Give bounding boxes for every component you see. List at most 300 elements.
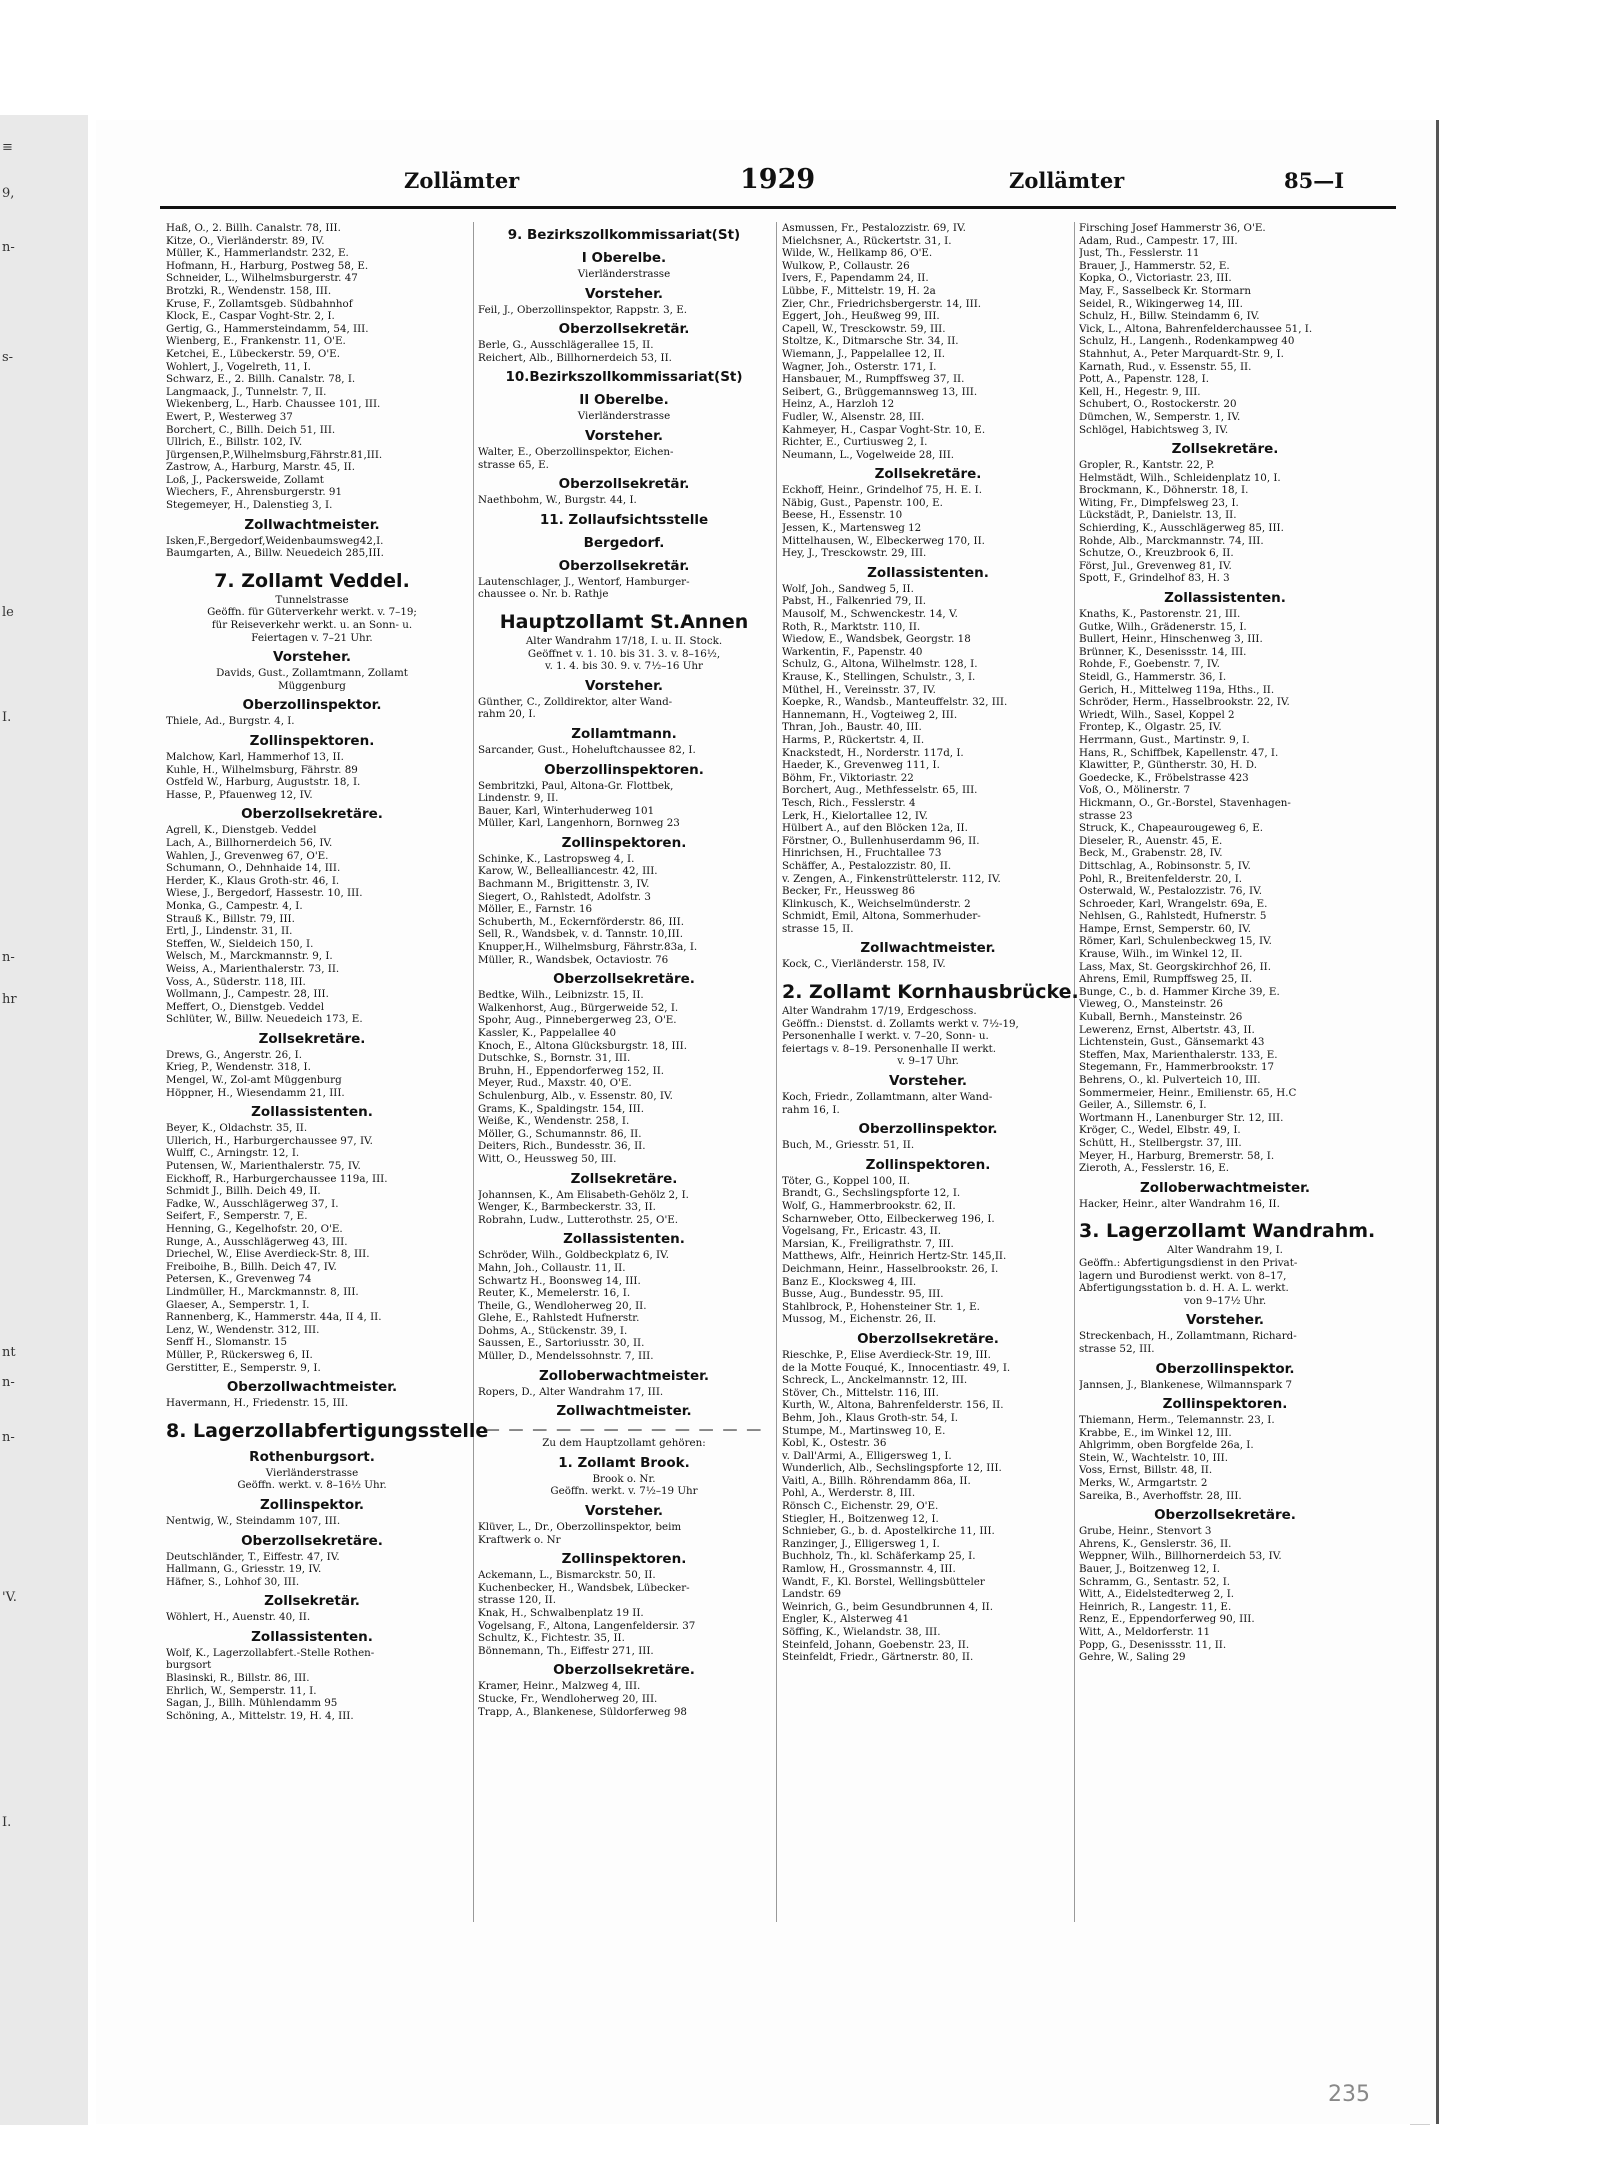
directory-entry: Ullrich, E., Billstr. 102, IV. [166,436,303,449]
section-heading: Zolloberwachtmeister. [538,1367,710,1384]
directory-entry: Schöning, A., Mittelstr. 19, H. 4, III. [166,1709,354,1722]
directory-entry: Bunge, C., b. d. Hammer Kirche 39, E. [1079,985,1280,998]
directory-entry: Bönnemann, Th., Eiffestr 271, III. [478,1644,654,1657]
directory-entry: Schuberth, M., Eckernförderstr. 86, III. [478,915,684,928]
directory-entry: Näbig, Gust., Papenstr. 100, E. [782,496,943,509]
directory-entry: strasse 65, E. [478,458,549,471]
directory-entry: Behrens, O., kl. Pulverteich 10, III. [1079,1074,1261,1086]
section-heading: Oberzollsekretäre. [1154,1507,1296,1524]
section-heading: Zollsekretäre. [258,1030,366,1047]
directory-entry: Lass, Max, St. Georgskirchhof 26, II. [1079,960,1272,973]
directory-entry: Wulff, C., Arningstr. 12, I. [166,1147,300,1160]
directory-entry: Malchow, Karl, Hammerhof 13, II. [166,751,344,763]
section-heading: Oberzollsekretäre. [241,806,383,823]
directory-entry: Ertl, J., Lindenstr. 31, II. [166,925,293,938]
directory-entry: Witt, O., Heussweg 50, III. [478,1152,617,1165]
directory-entry: Scharnweber, Otto, Eilbeckerweg 196, I. [782,1212,995,1225]
directory-entry: Wolf, G., Hammerbrookstr. 62, II. [782,1200,956,1212]
directory-entry: Wiese, J., Bergedorf, Hassestr. 10, III. [166,887,363,900]
directory-entry: feiertags v. 8–19. Personenhalle II werkt. [782,1042,997,1055]
directory-entry: Karnath, Rud., v. Essenstr. 55, II. [1079,360,1252,373]
directory-entry: Mengel, W., Zol-amt Müggenburg [166,1074,342,1087]
directory-entry: Buchholz, Th., kl. Schäferkamp 25, I. [782,1550,976,1563]
directory-entry: Struck, K., Chapeaurougeweg 6, E. [1079,822,1264,835]
directory-entry: Witing, Fr., Dimpfelsweg 23, I. [1079,496,1239,509]
directory-entry: Ehrlich, W., Semperstr. 11, I. [166,1684,317,1697]
directory-entry: Stegemann, Fr., Hammerbrookstr. 17 [1079,1061,1275,1074]
section-heading: I Oberelbe. [581,250,667,266]
section-heading: Zollassistenten. [251,1628,373,1645]
section-heading: Vorsteher. [585,427,663,444]
section-heading: Zollamtmann. [571,725,677,742]
section-heading: Oberzollsekretär. [558,321,690,338]
directory-entry: Först, Jul., Grevenweg 81, IV. [1079,559,1232,572]
section-heading: Zollwachtmeister. [860,940,996,957]
directory-entry: Stiegler, H., Boitzenweg 12, I. [782,1512,939,1525]
office-info-line: Vierländerstrasse [577,268,671,280]
directory-entry: Hinrichsen, H., Fruchtallee 73 [782,847,942,860]
directory-entry: Lückstädt, P., Danielstr. 13, II. [1079,509,1237,522]
directory-entry: Adam, Rud., Campestr. 17, III. [1079,234,1238,247]
header-rule [160,206,1396,209]
directory-entry: Koch, Friedr., Zollamtmann, alter Wand- [782,1091,993,1104]
section-heading: Oberzollsekretäre. [553,971,695,988]
directory-entry: Lenz, W., Wendenstr. 312, III. [166,1323,320,1336]
directory-entry: Jannsen, J., Blankenese, Wilmannspark 7 [1079,1378,1293,1391]
directory-entry: Lewerenz, Ernst, Albertstr. 43, II. [1079,1023,1255,1036]
directory-entry: Kraftwerk o. Nr [478,1533,561,1546]
directory-entry: Schnieber, G., b. d. Apostelkirche 11, III. [782,1525,995,1538]
directory-entry: Geiler, A., Sillemstr. 6, I. [1079,1099,1207,1112]
directory-entry: rahm 20, I. [478,708,536,721]
office-heading: 8. Lagerzollabfertigungsstelle [166,1419,489,1442]
office-info-line: Brook o. Nr. [592,1472,656,1485]
directory-entry: Personenhalle I werkt. v. 7–20, Sonn- u. [782,1030,989,1043]
directory-entry: Voss, Ernst, Billstr. 48, II. [1079,1464,1213,1477]
directory-entry: Knak, H., Schwalbenplatz 19 II. [478,1607,644,1619]
directory-entry: Berle, G., Ausschlägerallee 15, II. [478,339,654,352]
directory-entry: Ahlgrimm, oben Borgfelde 26a, I. [1079,1439,1254,1452]
directory-entry: Hofmann, H., Harburg, Postweg 58, E. [166,259,369,272]
directory-entry: Schröder, Herm., Hasselbrookstr. 22, IV. [1079,696,1290,709]
directory-entry: Theile, G., Wendloherweg 20, II. [478,1299,647,1312]
directory-entry: Knupper,H., Wilhelmsburg, Fährstr.83a, I. [478,941,698,954]
directory-entry: Jessen, K., Martensweg 12 [782,522,922,535]
directory-entry: Ramlow, H., Grossmannstr. 4, III. [782,1563,956,1576]
directory-entry: Kramer, Heinr., Malzweg 4, III. [478,1680,641,1693]
directory-entry: Karow, W., Bellealliancestr. 42, III. [478,865,658,878]
directory-entry: Eickhoff, R., Harburgerchaussee 119a, III. [166,1172,388,1185]
directory-entry: Busse, Aug., Bundesstr. 95, III. [782,1288,944,1301]
directory-entry: Wulkow, P., Collaustr. 26 [782,259,910,272]
directory-entry: Pabst, H., Falkenried 79, II. [782,595,927,608]
section-heading: Zollinspektoren. [561,834,687,851]
directory-entry: chaussee o. Nr. b. Rathje [478,588,609,601]
directory-entry: Stucke, Fr., Wendloherweg 20, III. [478,1692,658,1705]
directory-entry: v. Zengen, A., Finkenstrüttelerstr. 112, IV. [782,872,1001,885]
directory-entry: Voß, O., Mölinerstr. 7 [1079,784,1191,797]
directory-entry: Schröder, Wilh., Goldbeckplatz 6, IV. [478,1249,669,1262]
page-number: 85—I [1284,168,1345,193]
directory-entry: Siegert, O., Rahlstedt, Adolfstr. 3 [478,890,651,903]
directory-entry: Thiele, Ad., Burgstr. 4, I. [166,715,295,728]
directory-entry: Dittschlag, A., Robinsonstr. 5, IV. [1079,859,1251,872]
directory-entry: Deichmann, Heinr., Hasselbrookstr. 26, I. [782,1262,999,1275]
directory-entry: Bruhn, H., Eppendorferweg 152, II. [478,1064,665,1077]
office-info-line: v. 1. 4. bis 30. 9. v. 7½–16 Uhr [545,660,703,673]
section-heading: Zollwachtmeister. [244,516,380,533]
directory-entry: Schinke, K., Lastropsweg 4, I. [478,852,635,865]
directory-entry: Sagan, J., Billh. Mühlendamm 95 [166,1697,338,1710]
directory-entry: Eckhoff, Heinr., Grindelhof 75, H. E. I. [782,484,982,497]
directory-entry: rahm 16, I. [782,1103,840,1116]
directory-entry: Haeder, K., Grevenweg 111, I. [782,759,940,772]
directory-entry: Schulz, H., Langenh., Rodenkampweg 40 [1079,335,1295,348]
directory-entry: Krause, Wilh., im Winkel 12, II. [1079,948,1243,961]
directory-entry: Langmaack, J., Tunnelstr. 7, II. [166,385,327,398]
directory-entry: Tesch, Rich., Fesslerstr. 4 [782,796,916,809]
directory-entry: Glaeser, A., Semperstr. 1, I. [166,1298,310,1311]
directory-entry: Wiekenberg, L., Harb. Chaussee 101, III. [166,398,381,411]
directory-entry: Lerk, H., Kielortallee 12, IV. [782,809,928,822]
section-heading: Zollsekretär. [264,1593,360,1610]
directory-entry: Ullerich, H., Harburgerchaussee 97, IV. [166,1134,373,1147]
section-heading: Zollinspektoren. [865,1156,991,1173]
section-heading: Zollassistenten. [251,1104,373,1121]
section-heading: Bergedorf. [583,534,665,551]
directory-entry: Müller, K., Hammerlandstr. 232, E. [166,247,349,260]
directory-entry: Isken,F.,Bergedorf,Weidenbaumsweg42,I. [166,534,384,547]
directory-entry: Wohlert, J., Vogelreth, 11, I. [166,360,311,373]
directory-entry: strasse 52, III. [1079,1342,1155,1355]
directory-entry: Wolf, K., Lagerzollabfert.-Stelle Rothen- [166,1646,375,1659]
directory-entry: Wriedt, Wilh., Sasel, Koppel 2 [1079,708,1235,721]
directory-entry: burgsort [166,1659,212,1672]
section-heading: II Oberelbe. [579,392,669,409]
directory-entry: Streckenbach, H., Zollamtmann, Richard- [1079,1330,1297,1343]
directory-entry: Lichtenstein, Gust., Gänsemarkt 43 [1079,1036,1265,1049]
directory-entry: Strauß K., Billstr. 79, III. [166,912,295,925]
directory-entry: Vaitl, A., Billh. Röhrendamm 86a, II. [782,1474,971,1487]
directory-entry: Harms, P., Rückertstr. 4, II. [782,733,925,746]
directory-page [96,120,1439,2124]
directory-entry: Haß, O., 2. Billh. Canalstr. 78, III. [166,222,341,234]
directory-entry: Behm, Joh., Klaus Groth-str. 54, I. [782,1411,959,1424]
directory-entry: Vogelsang, Fr., Ericastr. 43, II. [782,1225,942,1238]
directory-entry: Möller, E., Farnstr. 16 [478,903,593,916]
directory-entry: Meyer, H., Harburg, Bremerstr. 58, I. [1079,1149,1275,1162]
directory-entry: Lach, A., Billhornerdeich 56, IV. [166,836,333,849]
directory-entry: Hülbert A., auf den Blöcken 12a, II. [782,822,968,835]
left-strip-fragment: I. [2,710,12,725]
directory-entry: Marsian, K., Freiligrathstr. 7, III. [782,1237,954,1250]
directory-entry: Glehe, E., Rahlstedt Hufnerstr. [478,1312,640,1325]
directory-entry: Schneider, L., Wilhelmsburgerstr. 47 [166,272,358,285]
directory-entry: Steinfeld, Johann, Goebenstr. 23, II. [782,1638,970,1651]
directory-entry: Ahrens, K., Genslerstr. 36, II. [1079,1537,1232,1550]
section-heading: Zollinspektoren. [561,1551,687,1568]
column-3 [782,222,1079,1664]
directory-entry: May, F., Sasselbeck Kr. Stormarn [1079,284,1251,297]
directory-entry: Ahrens, Emil, Rumpffsweg 25, II. [1079,973,1253,986]
directory-entry: Zier, Chr., Friedrichsbergerstr. 14, III. [782,297,982,310]
directory-entry: Hansbauer, M., Rumpffsweg 37, II. [782,373,965,386]
section-heading: Vorsteher. [585,1503,663,1520]
directory-entry: Gropler, R., Kantstr. 22, P. [1079,459,1215,472]
directory-entry: Zastrow, A., Harburg, Marstr. 45, II. [166,461,355,474]
section-heading: Oberzollsekretär. [558,557,690,574]
directory-entry: Roth, R., Marktstr. 110, II. [782,620,921,633]
directory-entry: Hickmann, O., Gr.-Borstel, Stavenhagen- [1079,796,1291,809]
directory-entry: Thran, Joh., Baustr. 40, III. [782,721,922,734]
directory-entry: Rieschke, P., Elise Averdieck-Str. 19, III. [782,1348,991,1361]
section-heading: Oberzollinspektor. [858,1121,998,1138]
section-heading: Zollinspektoren. [1162,1396,1288,1413]
section-heading: Oberzollsekretäre. [553,1662,695,1679]
directory-entry: Hacker, Heinr., alter Wandrahm 16, II. [1079,1197,1280,1210]
directory-entry: Merks, W., Armgartstr. 2 [1079,1477,1208,1490]
directory-entry: Stumpe, M., Martinsweg 10, E. [782,1424,946,1437]
directory-entry: Firsching Josef Hammerstr 36, O'E. [1079,222,1266,234]
directory-entry: Römer, Karl, Schulenbeckweg 15, IV. [1079,935,1272,948]
directory-entry: Kruse, F., Zollamtsgeb. Südbahnhof [166,297,353,310]
directory-entry: Krause, K., Stellingen, Schulstr., 3, I. [782,671,976,683]
directory-entry: Gertig, G., Hammersteindamm, 54, III. [166,322,369,335]
directory-entry: Mittelhausen, W., Elbeckerweg 170, II. [782,534,985,547]
section-heading: Vorsteher. [585,285,663,302]
directory-entry: Schwarz, E., 2. Billh. Canalstr. 78, I. [166,373,356,386]
section-heading: Zollwachtmeister. [556,1403,692,1420]
section-heading: Zolloberwachtmeister. [1139,1179,1311,1196]
directory-entry: Förstner, O., Bullenhuserdamm 96, II. [782,834,980,847]
directory-entry: Schlögel, Habichtsweg 3, IV. [1079,423,1229,436]
directory-entry: Geöffn.: Abfertigungsdienst in den Privat- [1079,1256,1298,1269]
directory-entry: Just, Th., Fesslerstr. 11 [1079,247,1200,260]
directory-entry: Meffert, O., Dienstgeb. Veddel [166,1000,324,1013]
section-heading: Vorsteher. [585,677,663,694]
directory-entry: Heinrich, R., Langestr. 11, E. [1079,1600,1232,1613]
directory-entry: Becker, Fr., Heussweg 86 [782,885,915,898]
directory-entry: Sarcander, Gust., Hoheluftchaussee 82, I. [478,743,696,756]
directory-entry: Hey, J., Tresckowstr. 29, III. [782,547,927,560]
directory-entry: Runge, A., Ausschlägerweg 43, III. [166,1235,348,1248]
directory-entry: Zieroth, A., Fesslerstr. 16, E. [1079,1162,1229,1175]
directory-entry: strasse 15, II. [782,922,854,935]
directory-entry: Kopka, O., Victoriastr. 23, III. [1079,272,1232,285]
directory-entry: Weiße, K., Wendenstr. 258, I. [478,1115,630,1128]
section-heading: Oberzollinspektor. [242,697,382,714]
section-heading: Oberzollsekretäre. [241,1532,383,1549]
directory-entry: Vieweg, O., Mansteinstr. 26 [1079,998,1223,1011]
directory-entry: Beese, H., Essenstr. 10 [782,509,903,522]
section-heading: Oberzollwachtmeister. [226,1379,398,1396]
directory-entry: Schlüter, W., Billw. Neuedeich 173, E. [166,1013,363,1026]
directory-entry: Wienberg, E., Frankenstr. 11, O'E. [166,335,346,348]
directory-entry: Renz, E., Eppendorferweg 90, III. [1079,1613,1255,1626]
directory-entry: Lindmüller, H., Marckmannstr. 8, III. [166,1285,359,1298]
directory-entry: Steinfeldt, Friedr., Gärtnerstr. 80, II. [782,1651,974,1664]
directory-entry: Mielchsner, A., Rückertstr. 31, I. [782,234,952,247]
directory-entry: Johannsen, K., Am Elisabeth-Gehölz 2, I. [478,1188,689,1201]
directory-entry: Schramm, G., Sentastr. 52, I. [1079,1575,1231,1588]
directory-entry: Wandt, F., Kl. Borstel, Wellingsbütteler [782,1575,985,1588]
directory-entry: Schubert, O., Rostockerstr. 20 [1079,398,1237,411]
directory-entry: Geöffn.: Dienstst. d. Zollamts werkt v. 7½-19, [782,1017,1019,1030]
directory-entry: Blasinski, R., Billstr. 86, III. [166,1672,310,1685]
section-heading: Zollassistenten. [563,1231,685,1248]
left-strip-fragment: I. [2,1815,12,1830]
directory-entry: Rohde, F., Goebenstr. 7, IV. [1079,658,1220,671]
office-info-line: Vierländerstrasse [265,1466,359,1479]
directory-entry: Müthel, H., Vereinsstr. 37, IV. [782,683,936,696]
directory-entry: Capell, W., Tresckowstr. 59, III. [782,322,946,335]
separator-dashes: — — — — — — — — — — — — [484,1420,764,1439]
directory-entry: Wortmann H., Lanenburger Str. 12, III. [1079,1111,1284,1124]
directory-entry: Dümchen, W., Semperstr. 1, IV. [1079,410,1241,423]
directory-entry: Lübbe, F., Mittelstr. 19, H. 2a [782,284,936,297]
directory-entry: Voss, A., Süderstr. 118, III. [166,975,306,988]
directory-entry: Kuhle, H., Wilhelmsburg, Fährstr. 89 [166,763,358,776]
directory-entry: Pohl, R., Breitenfelderstr. 20, I. [1079,872,1243,885]
directory-entry: Schierding, K., Ausschlägerweg 85, III. [1079,522,1284,535]
directory-entry: Schumann, O., Dehnhaide 14, III. [166,862,341,875]
directory-entry: Rönsch C., Eichenstr. 29, O'E. [782,1500,939,1513]
directory-entry: Wöhlert, H., Auenstr. 40, II. [166,1611,311,1624]
directory-entry: Wenger, K., Barmbeckerstr. 33, II. [478,1201,656,1214]
left-strip-fragment: ≡ [2,140,13,155]
left-strip-fragment: n- [2,950,15,965]
directory-entry: Schütt, H., Stellbergstr. 37, III. [1079,1136,1242,1149]
directory-entry: Putensen, W., Marienthalerstr. 75, IV. [166,1160,361,1173]
directory-entry: Dutschke, S., Bornstr. 31, III. [478,1052,631,1065]
directory-entry: Rohde, Alb., Marckmannstr. 74, III. [1079,534,1264,547]
left-strip-fragment: s- [2,350,14,365]
directory-entry: Brotzki, R., Wendenstr. 158, III. [166,284,332,297]
directory-entry: Heinz, A., Harzloh 12 [782,398,895,411]
directory-entry: Kuchenbecker, H., Wandsbek, Lübecker- [478,1581,690,1594]
directory-entry: Kell, H., Hegestr. 9, III. [1079,385,1201,398]
left-strip-fragment: n- [2,1375,15,1390]
section-heading: 11. Zollaufsichtsstelle [539,511,709,528]
directory-entry: Landstr. 69 [782,1588,842,1601]
directory-entry: Rannenberg, K., Hammerstr. 44a, II 4, II. [166,1311,382,1324]
directory-entry: Weppner, Wilh., Billhornerdeich 53, IV. [1079,1550,1282,1563]
directory-entry: Frontep, K., Olgastr. 25, IV. [1079,721,1222,734]
directory-entry: Fudler, W., Alsenstr. 28, III. [782,410,925,423]
directory-entry: Bachmann M., Brigittenstr. 3, IV. [478,878,650,891]
directory-entry: Mausolf, M., Schwenckestr. 14, V. [782,608,958,621]
directory-entry: Mussog, M., Eichenstr. 26, II. [782,1313,937,1326]
directory-entry: Klock, E., Caspar Voght-Str. 2, I. [166,310,335,323]
directory-entry: Jürgensen,P.,Wilhelmsburg,Fährstr.81,III. [166,448,383,461]
office-info-line: Geöffn. für Güterverkehr werkt. v. 7–19; [207,606,417,619]
directory-entry: Steidl, G., Hammerstr. 36, I. [1079,671,1227,683]
archive-stamp: 235 [1328,2082,1370,2107]
directory-entry: Abfertigungsstation b. d. H. A. L. werkt. [1079,1282,1289,1295]
directory-entry: Sell, R., Wandsbek, v. d. Tannstr. 10,III. [478,928,684,941]
directory-entry: Kassler, K., Pappelallee 40 [478,1027,617,1039]
directory-entry: Brandt, G., Sechslingspforte 12, I. [782,1187,961,1200]
directory-entry: Knackstedt, H., Norderstr. 117d, I. [782,746,964,759]
directory-entry: Matthews, Alfr., Heinrich Hertz-Str. 145,II. [782,1250,1007,1263]
directory-entry: Grube, Heinr., Stenvort 3 [1079,1525,1212,1538]
section-heading: Oberzollinspektor. [1155,1360,1295,1377]
directory-entry: v. Dall'Armi, A., Elligersweg 1, I. [782,1449,952,1462]
directory-entry: Saussen, E., Sartoriusstr. 30, II. [478,1337,645,1350]
directory-entry: Beck, M., Grabenstr. 28, IV. [1079,847,1223,860]
directory-entry: Baumgarten, A., Billw. Neuedeich 285,III. [166,547,384,560]
directory-entry: Buch, M., Griesstr. 51, II. [782,1139,915,1152]
directory-entry: Spohr, Aug., Pinnebergerweg 23, O'E. [478,1014,677,1027]
directory-entry: Wilde, W., Hellkamp 86, O'E. [782,247,933,260]
directory-entry: Wagner, Joh., Osterstr. 171, I. [782,360,937,373]
directory-entry: Goedecke, K., Fröbelstrasse 423 [1079,771,1249,784]
directory-entry: Popp, G., Desenissstr. 11, II. [1079,1638,1227,1651]
directory-entry: Stahnhut, A., Peter Marquardt-Str. 9, I. [1079,347,1284,360]
directory-entry: Bullert, Heinr., Hinschenweg 3, III. [1079,633,1263,646]
header-left-title: Zollämter [404,168,520,193]
directory-entry: Dohms, A., Stückenstr. 39, I. [478,1324,628,1337]
office-info-line: Vierländerstrasse [577,410,671,423]
directory-entry: de la Motte Fouqué, K., Innocentiastr. 49, I. [782,1361,1011,1374]
office-heading: 2. Zollamt Kornhausbrücke. [782,981,1079,1004]
directory-entry: Klawitter, P., Güntherstr. 30, H. D. [1079,759,1257,772]
office-info-line: v. 9–17 Uhr. [897,1055,959,1068]
directory-entry: Fadke, W., Ausschlägerweg 37, I. [166,1197,339,1210]
directory-entry: Weiss, A., Marienthalerstr. 73, II. [166,962,340,975]
directory-entry: Osterwald, W., Pestalozzistr. 76, IV. [1079,885,1263,898]
section-heading: Oberzollsekretäre. [857,1330,999,1347]
directory-entry: Ostfeld W., Harburg, Auguststr. 18, I. [166,776,361,789]
directory-entry: Hans, R., Schiffbek, Kapellenstr. 47, I. [1079,746,1279,759]
section-heading: Zollsekretäre. [1171,441,1279,458]
directory-entry: Seidel, R., Wikingerweg 14, III. [1079,297,1243,310]
directory-entry: Brockmann, K., Döhnerstr. 18, I. [1079,484,1249,497]
directory-entry: Schäffer, A., Pestalozzistr. 80, II. [782,859,952,872]
office-info-line: Alter Wandrahm 19, I. [1167,1244,1283,1257]
section-heading: Oberzollinspektoren. [544,761,704,778]
header-year: 1929 [740,164,816,195]
directory-entry: Wiechers, F., Ahrensburgerstr. 91 [166,486,343,499]
directory-entry: Monka, G., Campestr. 4, I. [166,899,303,912]
directory-entry: Banz E., Klocksweg 4, III. [782,1275,917,1288]
directory-entry: Robrahn, Ludw., Lutterothstr. 25, O'E. [478,1213,679,1226]
directory-entry: Wahlen, J., Grevenweg 67, O'E. [166,849,329,862]
directory-entry: Kurth, W., Altona, Bahrenfelderstr. 156, II. [782,1399,1004,1412]
directory-entry: Witt, A., Meldorferstr. 11 [1079,1626,1211,1638]
directory-entry: lagern und Burodienst werkt. von 8–17, [1079,1269,1287,1282]
section-heading: Zollsekretäre. [874,466,982,483]
directory-entry: Stoltze, K., Ditmarsche Str. 34, II. [782,335,959,348]
column-2 [478,222,770,1718]
directory-entry: Schultz, K., Fichtestr. 35, II. [478,1632,625,1645]
directory-entry: Pott, A., Papenstr. 128, I. [1079,373,1210,386]
directory-entry: Ketchei, E., Lübeckerstr. 59, O'E. [166,347,340,360]
directory-entry: Vick, L., Altona, Bahrenfelderchaussee 51, I. [1079,322,1313,335]
directory-entry: Feil, J., Oberzollinspektor, Rappstr. 3, E. [478,303,687,316]
directory-entry: Kahmeyer, H., Caspar Voght-Str. 10, E. [782,423,986,436]
directory-entry: Kröger, C., Wedel, Elbstr. 49, I. [1079,1124,1241,1137]
directory-entry: Schmidt J., Billh. Deich 49, II. [166,1185,321,1198]
directory-entry: Brauer, J., Hammerstr. 52, E. [1079,259,1230,272]
office-info-line: Geöffnet v. 1. 10. bis 31. 3. v. 8–16½, [527,647,721,660]
office-info-line: Tunnelstrasse [275,593,349,606]
directory-entry: Lautenschlager, J., Wentorf, Hamburger- [478,575,690,588]
left-strip-fragment: n- [2,1430,15,1445]
column-divider [1074,222,1075,1922]
directory-entry: Koepke, R., Wandsb., Manteuffelstr. 32, III. [782,696,1008,709]
directory-entry: Schreck, L., Anckelmannstr. 12, III. [782,1374,968,1387]
